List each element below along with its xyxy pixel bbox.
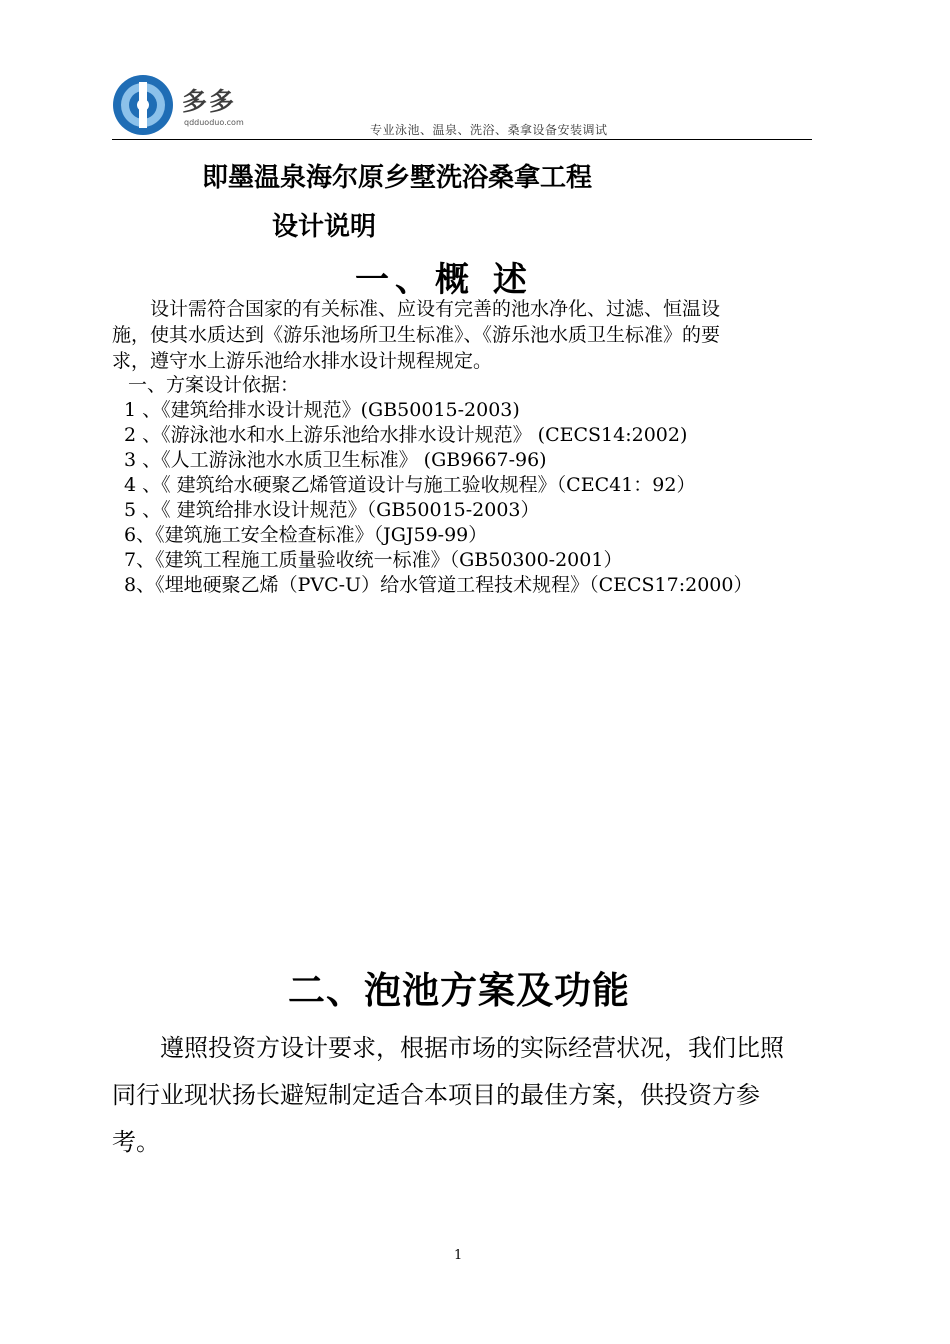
- header-divider: [112, 139, 812, 140]
- document-subtitle: 设计说明: [272, 212, 377, 242]
- document-title: 即墨温泉海尔原乡墅洗浴桑拿工程: [202, 163, 593, 193]
- intro-line: 施，使其水质达到《游乐池场所卫生标准》、《游乐池水质卫生标准》的要: [112, 324, 721, 346]
- header-subtitle: 专业泳池、温泉、洗浴、桑拿设备安装调试: [370, 123, 608, 137]
- basis-heading: 一、方案设计依据：: [128, 374, 300, 396]
- list-item: 2 、《游泳池水和水上游乐池给水排水设计规范》 (CECS14:2002): [124, 424, 688, 446]
- intro-line: 求，遵守水上游乐池给水排水设计规程规定。: [112, 350, 493, 372]
- list-item: 6、《建筑施工安全检查标准》（JGJ59-99）: [124, 524, 488, 546]
- page-number: 1: [454, 1248, 463, 1263]
- paragraph-line: 同行业现状扬长避短制定适合本项目的最佳方案，供投资方参: [112, 1081, 760, 1109]
- logo-url: qdduoduo.com: [184, 118, 244, 127]
- list-item: 4 、《 建筑给水硬聚乙烯管道设计与施工验收规程》（CEC41：92）: [124, 474, 696, 496]
- list-item: 7、《建筑工程施工质量验收统一标准》（GB50300-2001）: [124, 549, 623, 571]
- list-item: 5 、《 建筑给排水设计规范》（GB50015-2003）: [124, 499, 540, 521]
- logo: [112, 74, 252, 136]
- section2-paragraph: [112, 1025, 812, 1166]
- logo-text: 多多: [182, 87, 237, 116]
- paragraph-line: 考。: [112, 1128, 160, 1156]
- paragraph-line: 遵照投资方设计要求，根据市场的实际经营状况，我们比照: [112, 1034, 784, 1062]
- section1-heading: 一、概 述: [355, 260, 533, 300]
- list-item: 3 、《人工游泳池水水质卫生标准》 (GB9667-96): [124, 449, 547, 471]
- list-item: 8、《埋地硬聚乙烯（PVC-U）给水管道工程技术规程》（CECS17:2000）: [124, 574, 753, 596]
- basis-list: [124, 398, 752, 598]
- section2-heading: 二、泡池方案及功能: [288, 969, 630, 1012]
- intro-line: 设计需符合国家的有关标准、应设有完善的池水净化、过滤、恒温设: [112, 298, 721, 320]
- section1-intro: [112, 296, 812, 374]
- list-item: 1 、《建筑给排水设计规范》(GB50015-2003): [124, 399, 520, 421]
- logo-icon: [112, 74, 174, 136]
